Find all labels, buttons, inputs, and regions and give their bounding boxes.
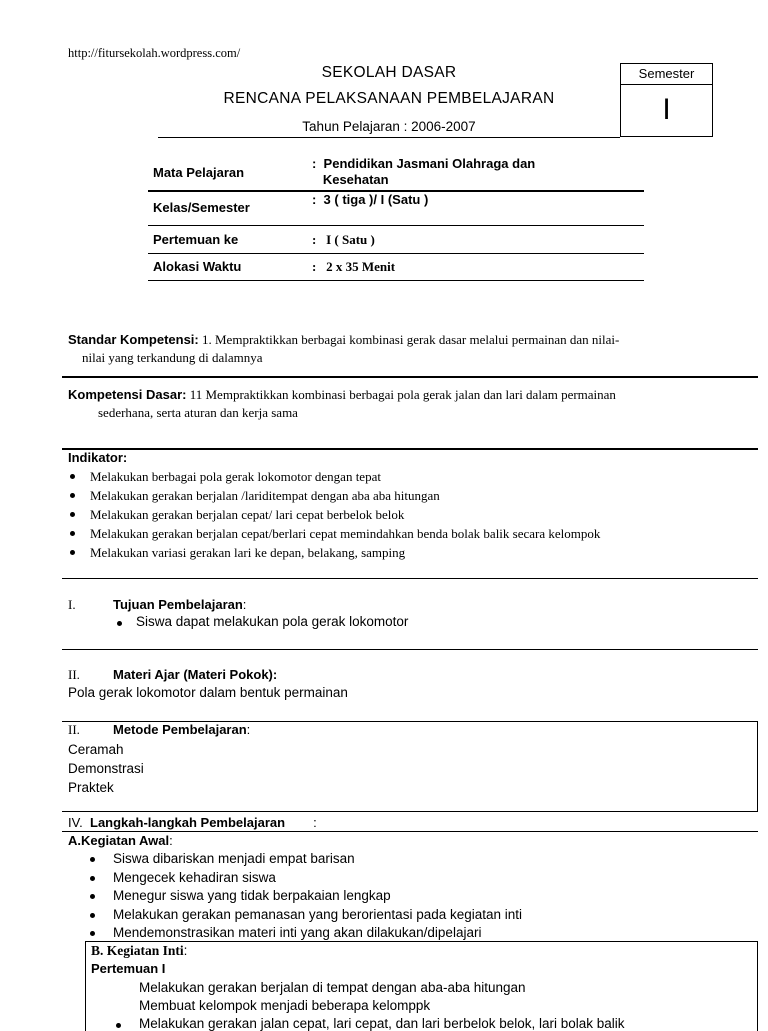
info-label-meeting: Pertemuan ke [153,232,239,247]
list-item [68,486,600,505]
basic-competency-label: Kompetensi Dasar: [68,387,187,402]
list-item [114,614,408,629]
method-heading [68,722,250,738]
core-activity-line: Melakukan gerakan berjalan di tempat dengan aba-aba hitungan [139,980,526,995]
list-item-text: Siswa dibariskan menjadi empat barisan [113,851,355,866]
info-label-subject: Mata Pelajaran [153,165,245,180]
steps-label: Langkah-langkah Pembelajaran [90,815,286,830]
list-item [90,906,522,925]
list-item-text: Mendemonstrasikan materi inti yang akan dilakukan/dipelajari [113,925,482,940]
list-item-text: Siswa dapat melakukan pola gerak lokomotor [136,614,409,629]
method-list [68,740,144,797]
list-item: Ceramah [68,742,124,757]
info-label-time: Alokasi Waktu [153,259,242,274]
standard-competency-text-cont: nilai yang terkandung di dalamnya [82,350,263,365]
indicator-list [68,467,600,562]
core-activity-label: B. Kegiatan Inti [91,943,184,958]
list-item-text: Mengecek kehadiran siswa [113,869,276,885]
list-item-text: Melakukan gerakan berjalan cepat/berlari cepat memindahkan benda bolak balik secara kelompok [90,526,601,541]
list-item-text: Melakukan gerakan jalan cepat, lari cepat, dan lari berbelok belok, lari bolak balik [139,1016,625,1031]
standard-competency-text: 1. Mempraktikkan berbagai kombinasi gerak dasar melalui permainan dan nilai- [198,332,620,347]
section-number: IV. [68,815,83,830]
colon: : [169,833,173,848]
section-divider [62,831,758,832]
list-item [90,850,522,869]
info-value-meeting: : I ( Satu ) [312,232,375,247]
section-number: II. [68,667,80,682]
title-underline [158,137,620,138]
info-divider [148,225,644,226]
semester-label: Semester [621,64,712,85]
bullet-icon [70,512,75,517]
basic-competency [68,387,616,403]
steps-heading [68,815,317,830]
section-number: II. [68,722,80,737]
bullet-icon [117,621,122,626]
info-divider [148,253,644,254]
core-activity-line: Membuat kelompok menjadi beberapa kelomppk [139,998,431,1013]
list-item: Praktek [68,780,114,795]
objective-heading [68,597,246,613]
list-item [90,869,522,888]
standard-competency-label: Standar Kompetensi: [68,332,199,347]
info-label-class: Kelas/Semester [153,200,250,215]
colon: : [246,722,251,737]
basic-competency-text: 11 Mempraktikkan kombinasi berbagai pola gerak jalan dan lari dalam permainan [186,387,616,402]
material-label: Materi Ajar (Materi Pokok): [113,667,278,682]
opening-activity-label: A.Kegiatan Awal [68,833,170,848]
colon: : [313,815,317,830]
info-value-class: : 3 ( tiga )/ I (Satu ) [312,192,429,207]
meeting-subheading: Pertemuan I [91,961,166,976]
bullet-icon [90,931,95,936]
core-activity-lines [139,979,526,1015]
basic-competency-text-cont: sederhana, serta aturan dan kerja sama [98,405,298,420]
section-divider [62,649,758,650]
bullet-icon [90,913,95,918]
bullet-icon [90,876,95,881]
list-item [68,467,600,486]
info-value-subject: : Pendidikan Jasmani Olahraga dan Kesehatan [312,156,536,187]
colon: : [242,597,247,612]
document-title: RENCANA PELAKSANAAN PEMBELAJARAN [223,90,555,107]
academic-year: Tahun Pelajaran : 2006-2007 [302,119,476,134]
material-text: Pola gerak lokomotor dalam bentuk permainan [68,685,348,700]
school-title: SEKOLAH DASAR [321,64,457,81]
section-number: I. [68,597,76,612]
bullet-icon [70,493,75,498]
bullet-icon [90,894,95,899]
opening-activity-heading [68,833,173,848]
bullet-icon [90,857,95,862]
semester-box [620,63,713,137]
section-divider [62,448,758,450]
list-item-text: Melakukan gerakan berjalan /lariditempat dengan aba aba hitungan [90,488,440,503]
list-item-text: Melakukan gerakan berjalan cepat/ lari cepat berbelok belok [90,507,405,522]
indicator-heading: Indikator: [68,450,128,465]
list-item-text: Melakukan variasi gerakan lari ke depan, belakang, samping [90,545,406,560]
list-item: Demonstrasi [68,761,144,776]
colon: : [183,943,188,958]
list-item-text: Menegur siswa yang tidak berpakaian lengkap [113,888,391,903]
semester-value: I [662,93,671,126]
list-item [90,887,522,906]
info-value-time: : 2 x 35 Menit [312,259,396,274]
objective-label: Tujuan Pembelajaran [113,597,243,612]
list-item [68,543,600,562]
info-divider [148,280,644,281]
source-url: http://fitursekolah.wordpress.com/ [68,46,241,60]
bullet-icon [70,531,75,536]
section-divider [62,376,758,378]
opening-activity-list [90,850,522,943]
list-item [68,524,600,543]
list-item-text: Melakukan berbagai pola gerak lokomotor dengan tepat [90,469,381,484]
list-item [90,924,522,943]
section-divider [62,578,758,579]
method-label: Metode Pembelajaran [113,722,247,737]
core-activity-heading [91,943,187,959]
list-item-text: Melakukan gerakan pemanasan yang berorientasi pada kegiatan inti [113,906,523,922]
standard-competency [68,332,619,348]
bullet-icon [70,474,75,479]
bullet-icon [70,550,75,555]
material-heading [68,667,277,683]
list-item [68,505,600,524]
